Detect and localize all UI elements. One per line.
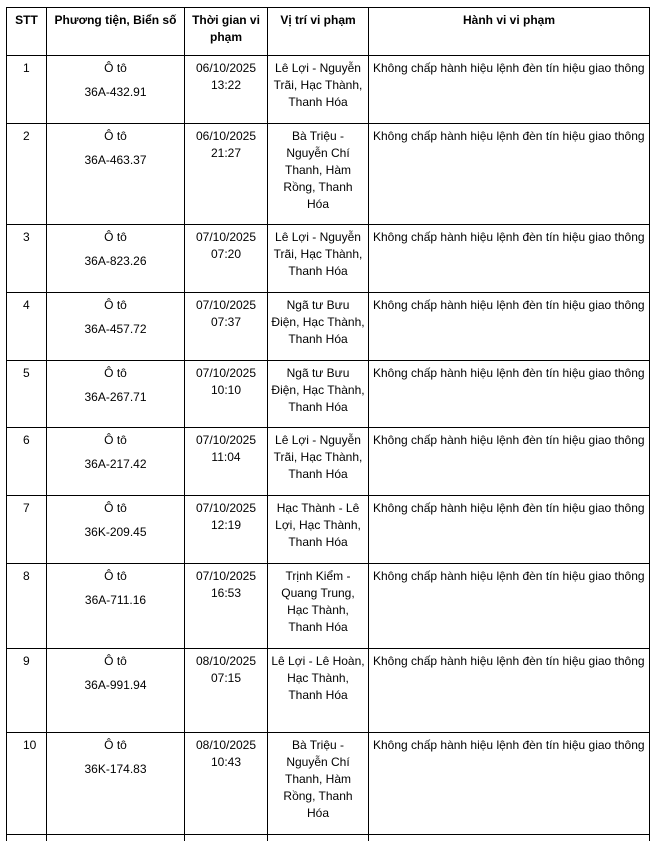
cell-location: Ngã tư Bưu Điện, Hạc Thành, Thanh Hóa — [268, 293, 369, 361]
cell-stt: 8 — [7, 564, 47, 649]
cell-action: Không chấp hành hiệu lệnh đèn tín hiệu giao thông — [369, 733, 650, 835]
cell-location: Bà Triệu - Nguyễn Chí Thanh, Hàm Rồng, Thanh Hóa — [268, 124, 369, 225]
table-body — [7, 56, 650, 841]
cell-action: Không chấp hành hiệu lệnh đèn tín hiệu giao thông — [369, 496, 650, 564]
violation-date: 07/10/2025 — [195, 298, 257, 312]
cell-vehicle — [47, 225, 185, 293]
cell-empty — [7, 835, 47, 841]
violation-time: 12:19 — [210, 518, 242, 532]
cell-action: Không chấp hành hiệu lệnh đèn tín hiệu giao thông — [369, 649, 650, 733]
violation-time: 16:53 — [210, 586, 242, 600]
violation-time: 07:20 — [210, 247, 242, 261]
table-row — [7, 293, 650, 361]
cell-vehicle — [47, 496, 185, 564]
table-row — [7, 496, 650, 564]
cell-stt: 7 — [7, 496, 47, 564]
table-row — [7, 428, 650, 496]
cell-action: Không chấp hành hiệu lệnh đèn tín hiệu giao thông — [369, 428, 650, 496]
table-row — [7, 56, 650, 124]
cell-vehicle — [47, 733, 185, 835]
vehicle-type: Ô tô — [104, 298, 127, 312]
violation-date: 07/10/2025 — [195, 230, 257, 244]
vehicle-type: Ô tô — [104, 738, 127, 752]
vehicle-type: Ô tô — [104, 569, 127, 583]
cell-stt: 10 — [7, 733, 47, 835]
table-row — [7, 733, 650, 835]
cell-time — [185, 293, 268, 361]
violation-time: 21:27 — [210, 146, 242, 160]
vehicle-type: Ô tô — [104, 366, 127, 380]
cell-time — [185, 428, 268, 496]
vehicle-type: Ô tô — [104, 129, 127, 143]
cell-location: Hạc Thành - Lê Lợi, Hạc Thành, Thanh Hóa — [268, 496, 369, 564]
cell-time — [185, 564, 268, 649]
cell-stt: 9 — [7, 649, 47, 733]
violation-date: 07/10/2025 — [195, 569, 257, 583]
vehicle-type: Ô tô — [104, 230, 127, 244]
license-plate: 36A-823.26 — [84, 254, 147, 268]
table-row — [7, 361, 650, 428]
violation-date: 08/10/2025 — [195, 654, 257, 668]
cell-time — [185, 649, 268, 733]
header-action: Hành vi vi phạm — [369, 8, 650, 56]
license-plate: 36A-267.71 — [84, 390, 147, 404]
violation-date: 07/10/2025 — [195, 433, 257, 447]
vehicle-type: Ô tô — [104, 501, 127, 515]
cell-stt: 1 — [7, 56, 47, 124]
cell-stt: 5 — [7, 361, 47, 428]
cell-vehicle — [47, 564, 185, 649]
cell-location: Lê Lợi - Lê Hoàn, Hạc Thành, Thanh Hóa — [268, 649, 369, 733]
cell-time — [185, 225, 268, 293]
license-plate: 36A-457.72 — [84, 322, 147, 336]
cell-empty — [47, 835, 185, 841]
table-header — [7, 8, 650, 56]
header-time: Thời gian vi phạm — [185, 8, 268, 56]
violation-time: 07:37 — [210, 315, 242, 329]
license-plate: 36A-991.94 — [84, 678, 147, 692]
violation-time: 07:15 — [210, 671, 242, 685]
table-row — [7, 225, 650, 293]
vehicle-type: Ô tô — [104, 654, 127, 668]
license-plate: 36A-463.37 — [84, 153, 147, 167]
cell-vehicle — [47, 649, 185, 733]
violation-time: 13:22 — [210, 78, 242, 92]
cell-action: Không chấp hành hiệu lệnh đèn tín hiệu giao thông — [369, 225, 650, 293]
violations-table — [6, 7, 650, 841]
violation-time: 10:10 — [210, 383, 242, 397]
cell-location: Ngã tư Bưu Điện, Hạc Thành, Thanh Hóa — [268, 361, 369, 428]
cell-location: Bà Triệu - Nguyễn Chí Thanh, Hàm Rồng, Thanh Hóa — [268, 733, 369, 835]
license-plate: 36A-711.16 — [84, 593, 147, 607]
cell-empty — [369, 835, 650, 841]
vehicle-type: Ô tô — [104, 433, 127, 447]
cell-empty — [185, 835, 268, 841]
cell-vehicle — [47, 361, 185, 428]
violation-date: 07/10/2025 — [195, 366, 257, 380]
cell-location: Trịnh Kiểm - Quang Trung, Hạc Thành, Thanh Hóa — [268, 564, 369, 649]
license-plate: 36A-217.42 — [84, 457, 147, 471]
violation-date: 08/10/2025 — [195, 738, 257, 752]
cell-time — [185, 496, 268, 564]
cell-time — [185, 361, 268, 428]
cell-stt: 4 — [7, 293, 47, 361]
cell-action: Không chấp hành hiệu lệnh đèn tín hiệu giao thông — [369, 124, 650, 225]
cell-location: Lê Lợi - Nguyễn Trãi, Hạc Thành, Thanh Hóa — [268, 428, 369, 496]
cell-stt: 2 — [7, 124, 47, 225]
cell-time — [185, 733, 268, 835]
cell-action: Không chấp hành hiệu lệnh đèn tín hiệu giao thông — [369, 293, 650, 361]
cell-vehicle — [47, 428, 185, 496]
cell-action: Không chấp hành hiệu lệnh đèn tín hiệu giao thông — [369, 361, 650, 428]
license-plate: 36K-174.83 — [84, 762, 147, 776]
license-plate: 36A-432.91 — [84, 85, 147, 99]
cell-action: Không chấp hành hiệu lệnh đèn tín hiệu giao thông — [369, 56, 650, 124]
cell-vehicle — [47, 293, 185, 361]
violation-date: 06/10/2025 — [195, 129, 257, 143]
cell-empty — [268, 835, 369, 841]
vehicle-type: Ô tô — [104, 61, 127, 75]
cell-vehicle — [47, 56, 185, 124]
header-row — [7, 8, 650, 56]
table-row — [7, 564, 650, 649]
cell-location: Lê Lợi - Nguyễn Trãi, Hạc Thành, Thanh Hóa — [268, 225, 369, 293]
table-row-partial — [7, 835, 650, 841]
table-row — [7, 124, 650, 225]
cell-location: Lê Lợi - Nguyễn Trãi, Hạc Thành, Thanh Hóa — [268, 56, 369, 124]
table-row — [7, 649, 650, 733]
violation-time: 10:43 — [210, 755, 242, 769]
violation-time: 11:04 — [211, 450, 241, 464]
cell-vehicle — [47, 124, 185, 225]
license-plate: 36K-209.45 — [84, 525, 147, 539]
cell-time — [185, 124, 268, 225]
header-location: Vị trí vi phạm — [268, 8, 369, 56]
header-vehicle: Phương tiện, Biển số — [47, 8, 185, 56]
header-stt: STT — [7, 8, 47, 56]
cell-stt: 6 — [7, 428, 47, 496]
cell-action: Không chấp hành hiệu lệnh đèn tín hiệu giao thông — [369, 564, 650, 649]
cell-stt: 3 — [7, 225, 47, 293]
cell-time — [185, 56, 268, 124]
violation-date: 07/10/2025 — [195, 501, 257, 515]
violation-date: 06/10/2025 — [195, 61, 257, 75]
